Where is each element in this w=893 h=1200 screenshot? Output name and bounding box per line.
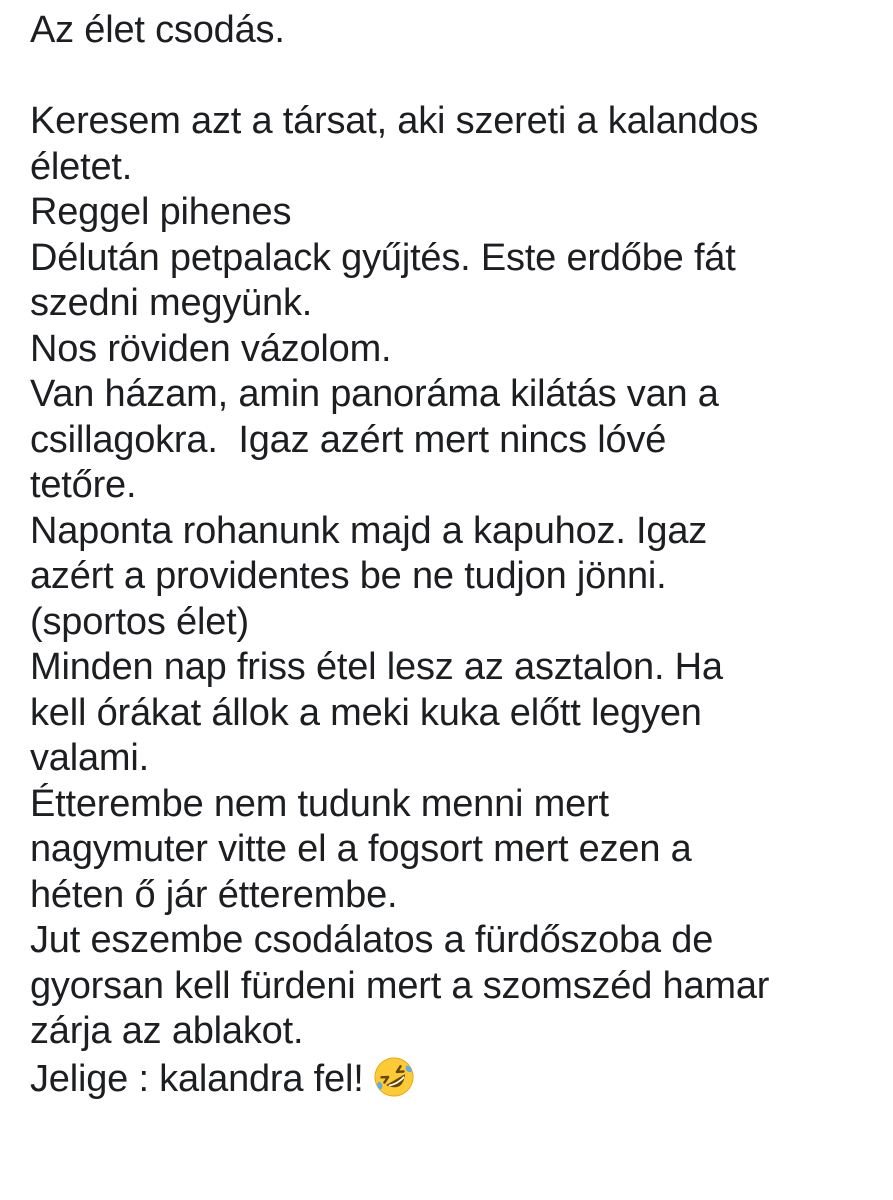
text-line: Reggel pihenes (30, 191, 292, 233)
text-line: Délután petpalack gyűjtés. Este erdőbe fát (30, 236, 736, 279)
text-line: nagymuter vitte el a fogsort mert ezen a (30, 828, 692, 870)
text-line: gyorsan kell fürdeni mert a szomszéd hamar (30, 964, 770, 1007)
text-line: (sportos élet) (30, 600, 249, 643)
text-line: Nos röviden vázolom. (30, 327, 392, 370)
text-line: Van házam, amin panoráma kilátás van a (30, 373, 719, 415)
text-line: tetőre. (30, 464, 137, 506)
text-line: Minden nap friss étel lesz az asztalon. Ha (30, 646, 723, 688)
text-line: kell órákat állok a meki kuka előtt legyen (30, 691, 702, 734)
text-line: héten ő jár étterembe. (30, 873, 398, 916)
text-line: Jut eszembe csodálatos a fürdőszoba de (30, 919, 714, 961)
text-line: Étterembe nem tudunk menni mert (30, 782, 609, 825)
text-line: Keresem azt a társat, aki szereti a kalandos (30, 100, 759, 142)
post-text (30, 8, 880, 1100)
text-line: csillagokra. Igaz azért mert nincs lóvé (30, 418, 667, 461)
text-line: Naponta rohanunk majd a kapuhoz. Igaz (30, 509, 708, 552)
rolling-on-floor-laughing-icon (372, 1055, 416, 1099)
text-line: zárja az ablakot. (30, 1010, 304, 1052)
text-line: azért a providentes be ne tudjon jönni. (30, 555, 667, 597)
last-line (30, 1055, 880, 1101)
text-line: Az élet csodás. (30, 9, 285, 51)
text-line: szedni megyünk. (30, 282, 313, 324)
blank-line (30, 54, 880, 100)
text-line: Jelige : kalandra fel! (30, 1057, 364, 1100)
text-line: valami. (30, 737, 149, 779)
text-line: életet. (30, 145, 133, 188)
